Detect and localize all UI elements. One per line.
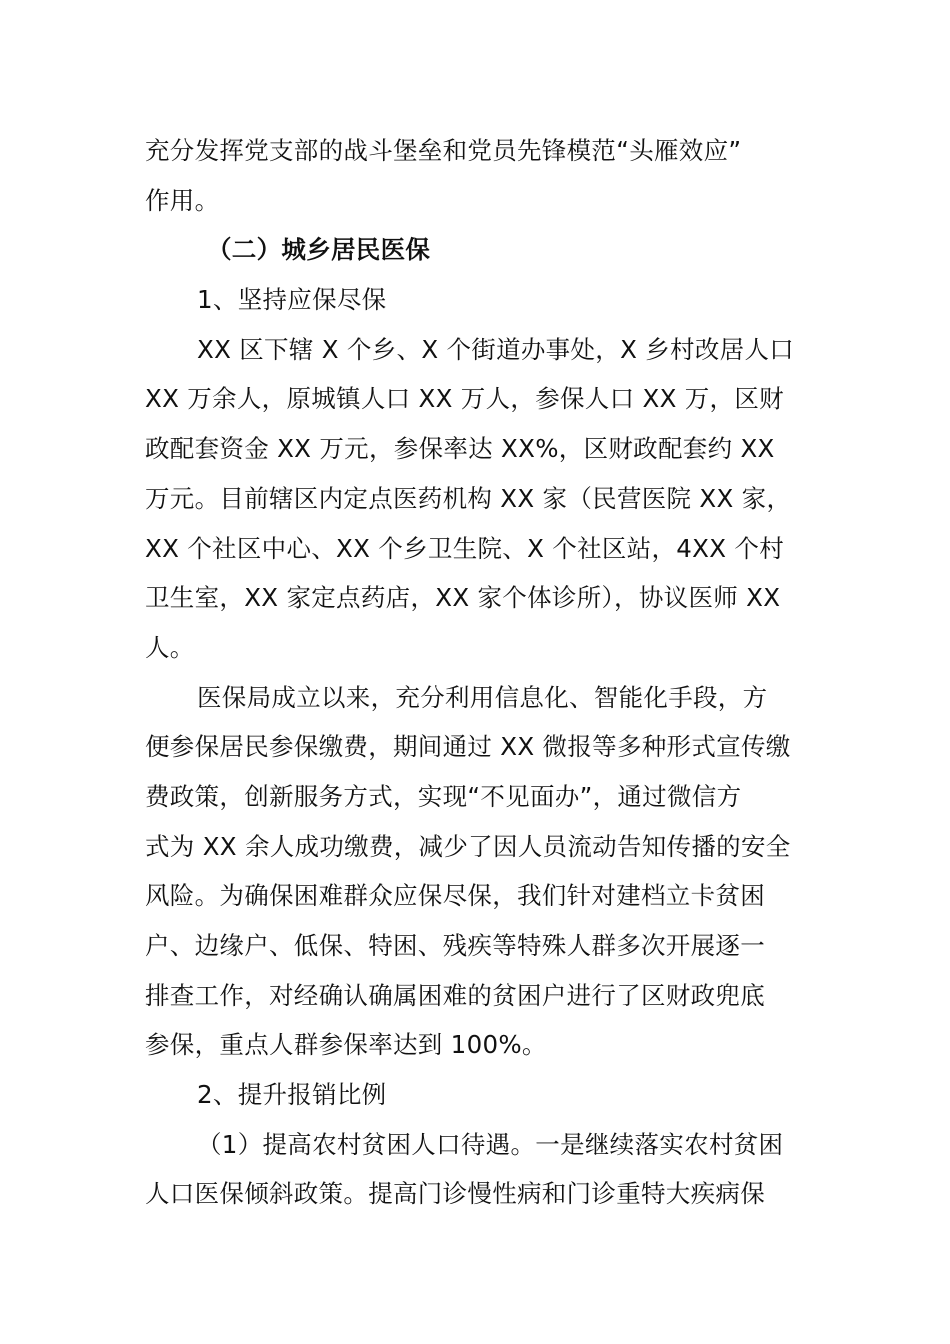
paragraph-1-line: XX 区下辖 X 个乡、X 个街道办事处，X 乡村改居人口: [197, 334, 795, 364]
paragraph-3-line: 人口医保倾斜政策。提高门诊慢性病和门诊重特大疾病保: [145, 1179, 765, 1209]
section-heading: （二）城乡居民医保: [207, 235, 431, 265]
paragraph-2-line: 户、边缘户、低保、特困、残疾等特殊人群多次开展逐一: [145, 931, 765, 960]
paragraph-1-line: 政配套资金 XX 万元，参保率达 XX%，区财政配套约 XX: [145, 434, 775, 464]
paragraph-1-line: 人。: [145, 632, 195, 662]
paragraph-1-line: 万元。目前辖区内定点医药机构 XX 家（民营医院 XX 家，: [145, 483, 792, 513]
paragraph-3-line: （1）提高农村贫困人口待遇。一是继续落实农村贫困: [197, 1129, 784, 1159]
paragraph-2-line: 排查工作，对经确认确属困难的贫困户进行了区财政兜底: [145, 980, 765, 1010]
paragraph-2-line: 便参保居民参保缴费，期间通过 XX 微报等多种形式宣传缴: [145, 732, 791, 762]
paragraph-1-line: XX 万余人，原城镇人口 XX 万人，参保人口 XX 万，区财: [145, 384, 784, 414]
paragraph-2-line: 费政策，创新服务方式，实现“不见面办”，通过微信方: [145, 781, 742, 811]
paragraph-2-line: 医保局成立以来，充分利用信息化、智能化手段，方: [197, 682, 768, 712]
subheading-2: 2、提升报销比例: [197, 1080, 387, 1110]
paragraph-1-line: XX 个社区中心、XX 个乡卫生院、X 个社区站，4XX 个村: [145, 533, 785, 563]
intro-line-2: 作用。: [145, 185, 220, 215]
paragraph-2-line: 式为 XX 余人成功缴费，减少了因人员流动告知传播的安全: [145, 831, 791, 861]
intro-line-1: 充分发挥党支部的战斗堡垒和党员先锋模范“头雁效应”: [145, 136, 742, 165]
paragraph-1-line: 卫生室，XX 家定点药店，XX 家个体诊所），协议医师 XX: [145, 583, 781, 613]
paragraph-2-line: 风险。为确保困难群众应保尽保，我们针对建档立卡贫困: [145, 881, 765, 911]
paragraph-2-line: 参保，重点人群参保率达到 100%。: [145, 1030, 547, 1060]
document-body: [145, 126, 817, 1219]
subheading-1: 1、坚持应保尽保: [197, 285, 387, 315]
